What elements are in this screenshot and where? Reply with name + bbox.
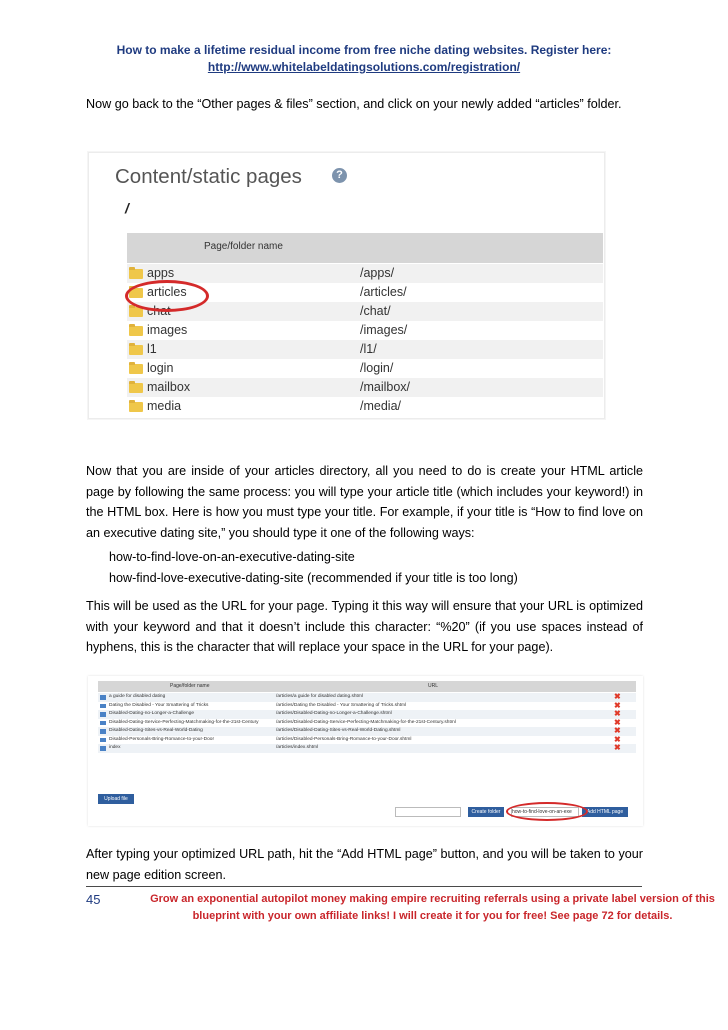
folder-url: /media/ <box>360 399 401 413</box>
folder-icon <box>129 345 143 355</box>
folder-icon <box>129 402 143 412</box>
folder-icon <box>129 326 143 336</box>
folder-url: /articles/ <box>360 285 407 299</box>
table-row <box>98 736 636 745</box>
table-row <box>98 710 636 719</box>
folder-name: apps <box>147 266 175 280</box>
delete-icon[interactable]: ✖ <box>614 700 621 710</box>
help-icon: ? <box>332 168 347 183</box>
current-path: / <box>125 200 129 216</box>
file-icon <box>100 712 106 717</box>
page-name[interactable]: Disabled-Dating-no-Longer-a-Challenge <box>109 711 195 716</box>
file-icon <box>100 746 106 751</box>
url-option-2: how-find-love-executive-dating-site (recommended if your title is too long) <box>109 571 518 585</box>
add-html-page-button[interactable]: Add HTML page <box>582 807 628 817</box>
footer-note <box>140 891 725 925</box>
table-row <box>127 378 603 397</box>
footer-line-1: Grow an exponential autopilot money making empire recruiting referrals using a private label version of this <box>150 893 715 905</box>
paragraph-3: This will be used as the URL for your page. Typing it this way will ensure that your URL is optimized with your keyword and that it doesn’t include this character: “%20” (if you use spaces instead of hyphens, this is the character that will replace your space in the URL for your page). <box>86 599 643 654</box>
table-row <box>98 702 636 711</box>
delete-icon[interactable]: ✖ <box>614 692 621 701</box>
page-url: /articles/Disabled-Dating-Service-Perfecting-Matchmaking-for-the-21st-Century.shtml <box>276 719 456 725</box>
page-url: /articles/Disabled-Dating-Sites-vs-Real-World-Dating.shtml <box>276 728 401 733</box>
page-name[interactable]: index <box>109 745 121 750</box>
registration-link[interactable]: http://www.whitelabeldatingsolutions.com/registration/ <box>207 60 521 74</box>
folder-name: l1 <box>147 342 157 356</box>
delete-icon[interactable]: ✖ <box>614 726 621 735</box>
table-row <box>98 727 636 736</box>
folder-name-input[interactable] <box>395 807 461 817</box>
folder-name: images <box>147 323 188 337</box>
table-row <box>98 719 636 728</box>
delete-icon[interactable]: ✖ <box>614 709 621 718</box>
column-header: Page/folder name <box>204 241 283 252</box>
folder-icon <box>129 269 143 279</box>
table-row <box>127 340 603 359</box>
highlight-circle <box>125 280 209 312</box>
paragraph-2: Now that you are inside of your articles directory, all you need to do is create your HTML article page by following the same process: you will type your article title (which includes your keyword!) in the HTML box. Here is how you must type your title. For example, if your title is “How to find love on an executive dating site,” you should type it one of the following ways: <box>86 464 643 540</box>
folder-name: media <box>147 399 182 413</box>
page-url: /articles/Disabled-Dating-no-Longer-a-Challenge.shtml <box>276 711 392 716</box>
header-line-1: How to make a lifetime residual income from free niche dating websites. Register here: <box>116 43 612 57</box>
folder-url: /mailbox/ <box>360 380 411 394</box>
table-row <box>98 693 636 702</box>
folder-name: mailbox <box>147 380 191 394</box>
file-icon <box>100 721 106 726</box>
column-header-url: URL <box>428 683 439 689</box>
folder-url: /login/ <box>360 361 394 375</box>
folder-icon <box>129 364 143 374</box>
page-url: /articles/Disabled-Personals-Bring-Romance-to-your-Door.shtml <box>276 736 412 742</box>
paragraph-1: Now go back to the “Other pages & files” section, and click on your newly added “articles” folder. <box>86 97 622 111</box>
page-name[interactable]: Disabled-Personals-Bring-Romance-to-your-Door <box>109 736 215 742</box>
table-row <box>127 359 603 378</box>
folder-url: /chat/ <box>360 304 391 318</box>
page-url: /articles/Dating the Disabled - Your Smattering of Tricks.shtml <box>276 702 407 708</box>
folder-name: login <box>147 361 174 375</box>
upload-file-button[interactable]: Upload file <box>98 794 134 804</box>
articles-folder-screenshot <box>88 676 643 826</box>
table-row <box>127 397 603 416</box>
folder-url: /images/ <box>360 323 408 337</box>
footer-line-2: blueprint with your own affiliate links! I will create it for you for free! See page 72 for details. <box>192 910 673 922</box>
highlight-circle <box>506 802 588 821</box>
html-page-url-input[interactable]: how-to-find-love-on-an-exe <box>511 807 579 817</box>
file-icon <box>100 729 106 734</box>
page-name[interactable]: a guide for disabled dating <box>109 694 166 699</box>
table-row <box>127 321 603 340</box>
folder-name: chat <box>147 304 171 318</box>
folder-url: /apps/ <box>360 266 395 280</box>
column-header-name: Page/folder name <box>170 683 210 689</box>
file-icon <box>100 704 106 709</box>
file-icon <box>100 695 106 700</box>
table-header <box>98 681 636 692</box>
page-name[interactable]: Disabled-Dating-Sites-vs-Real-World-Dating <box>109 728 203 733</box>
folder-name: articles <box>147 285 187 299</box>
url-option-1: how-to-find-love-on-an-executive-dating-site <box>109 550 355 564</box>
page-url: /articles/index.shtml <box>276 745 319 750</box>
content-static-pages-screenshot <box>88 152 605 419</box>
footer-divider <box>86 886 642 887</box>
folder-icon <box>129 383 143 393</box>
page-name[interactable]: Disabled-Dating-Service-Perfecting-Matchmaking-for-the-21st-Century <box>109 719 259 725</box>
page-number: 45 <box>86 892 101 907</box>
file-icon <box>100 738 106 743</box>
table-row <box>98 744 636 753</box>
screenshot-title: Content/static pages <box>115 165 302 188</box>
page-url: /articles/a guide for disabled dating.shtml <box>276 694 363 699</box>
create-folder-button[interactable]: Create folder <box>468 807 504 817</box>
delete-icon[interactable]: ✖ <box>614 743 621 752</box>
page-header <box>0 42 728 76</box>
delete-icon[interactable]: ✖ <box>614 717 621 727</box>
table-header <box>127 233 603 263</box>
table-row <box>127 264 603 283</box>
folder-url: /l1/ <box>360 342 377 356</box>
paragraph-4: After typing your optimized URL path, hit the “Add HTML page” button, and you will be taken to your new page edition screen. <box>86 847 643 882</box>
delete-icon[interactable]: ✖ <box>614 734 621 744</box>
page-name[interactable]: Dating the Disabled - Your Smattering of Tricks <box>109 702 209 708</box>
